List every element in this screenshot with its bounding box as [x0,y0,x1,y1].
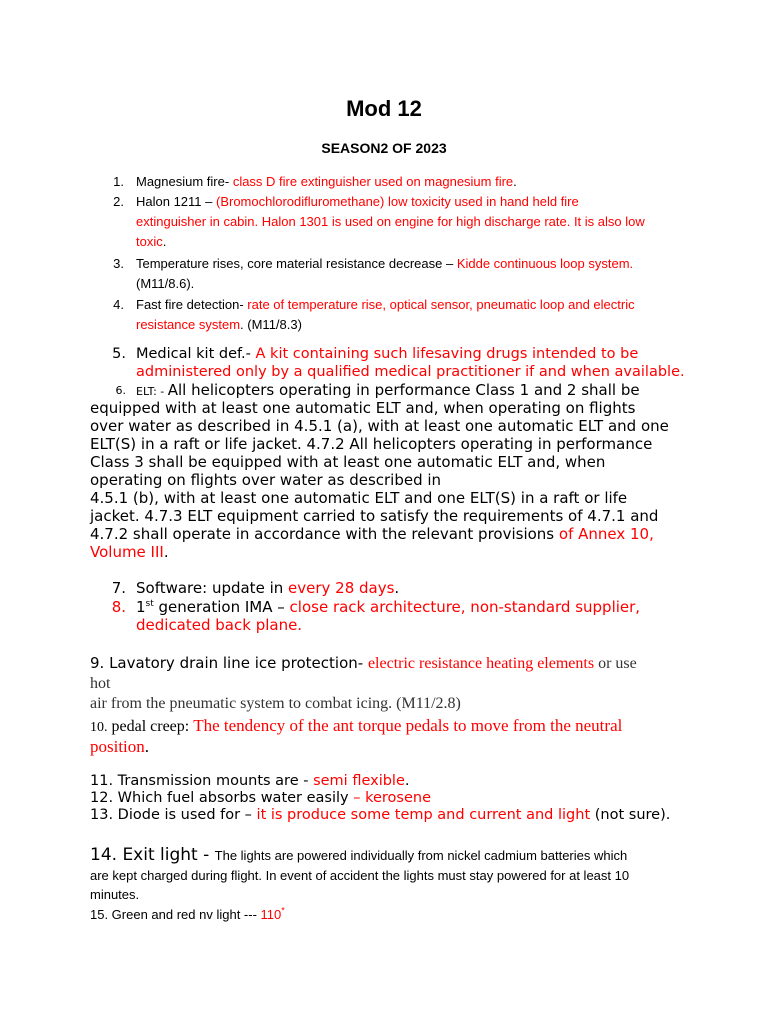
item-text: Magnesium fire- class D fire extinguisher used on magnesium fire. [136,174,517,189]
item-text-line: hot [90,675,111,692]
item-text: Medical kit def.- A kit containing such lifesaving drugs intended to be [136,346,639,362]
item-text-line: operating on flights over water as described in [90,471,442,489]
item-text-line: toxic. [136,234,167,249]
item-text-line: air from the pneumatic system to combat icing. (M11/2.8) [90,695,461,712]
item-text: 10. pedal creep: The tendency of the ant torque pedals to move from the neutral [90,716,623,735]
item-text-line: ELT(S) in a raft or life jacket. 4.7.2 All helicopters operating in performance [90,435,653,453]
item-number: 4. [113,297,124,312]
item-text: Temperature rises, core material resistance decrease – Kidde continuous loop system. [136,256,634,271]
item-text-line: equipped with at least one automatic ELT and, when operating on flights [90,399,636,417]
list-item-13: 13. Diode is used for – it is produce some temp and current and light (not sure). [90,807,671,823]
item-text-line: Class 3 shall be equipped with at least one automatic ELT and, when [90,453,606,471]
item-text: 1st generation IMA – close rack architecture, non-standard supplier, [136,598,641,616]
answer-text: class D fire extinguisher used on magnesium fire [232,174,514,189]
item-text-line: position. [90,737,150,756]
item-text-line: 4.7.2 shall operate in accordance with the relevant provisions of Annex 10, [90,525,654,543]
item-text-line: resistance system. (M11/8.3) [136,317,302,332]
item-text-line: administered only by a qualified medical practitioner if and when available. [136,364,685,380]
page-title: Mod 12 [346,96,422,121]
item-text-line: extinguisher in cabin. Halon 1301 is used on engine for high discharge rate. It is also low [136,214,645,229]
list-item-12: 12. Which fuel absorbs water easily – kerosene [90,790,431,806]
item-number: 7. [111,579,126,597]
item-text-line: Volume III. [90,543,169,561]
item-text: 9. Lavatory drain line ice protection- electric resistance heating elements or use [90,654,637,672]
item-number: 2. [113,194,124,209]
page-subtitle: SEASON2 OF 2023 [321,140,447,156]
item-text: Halon 1211 – (Bromochlorodifluromethane) low toxicity used in hand held fire [136,194,579,209]
item-text-line: minutes. [90,887,140,902]
item-text: Fast fire detection- rate of temperature rise, optical sensor, pneumatic loop and electric [136,297,635,312]
item-text: Software: update in every 28 days. [136,579,400,597]
list-item-11: 11. Transmission mounts are - semi flexible. [90,773,410,789]
list-item-15: 15. Green and red nv light --- 110* [90,905,285,922]
item-text-line: dedicated back plane. [136,616,303,634]
item-text: ELT: - All helicopters operating in performance Class 1 and 2 shall be [136,381,640,399]
item-number: 5. [112,346,126,362]
item-text-line: 4.5.1 (b), with at least one automatic ELT and one ELT(S) in a raft or life [90,489,628,507]
item-text-line: (M11/8.6). [136,276,195,291]
item-number: 3. [113,256,124,271]
item-number: 1. [113,174,124,189]
item-number: 6. [115,384,126,397]
item-text-line: are kept charged during flight. In event of accident the lights must stay powered for at least 10 [90,868,630,883]
item-text-line: over water as described in 4.5.1 (a), with at least one automatic ELT and one [90,417,669,435]
item-number: 8. [111,598,126,616]
item-text-line: jacket. 4.7.3 ELT equipment carried to satisfy the requirements of 4.7.1 and [90,507,659,525]
item-text: 14. Exit light - The lights are powered individually from nickel cadmium batteries which [90,845,628,865]
